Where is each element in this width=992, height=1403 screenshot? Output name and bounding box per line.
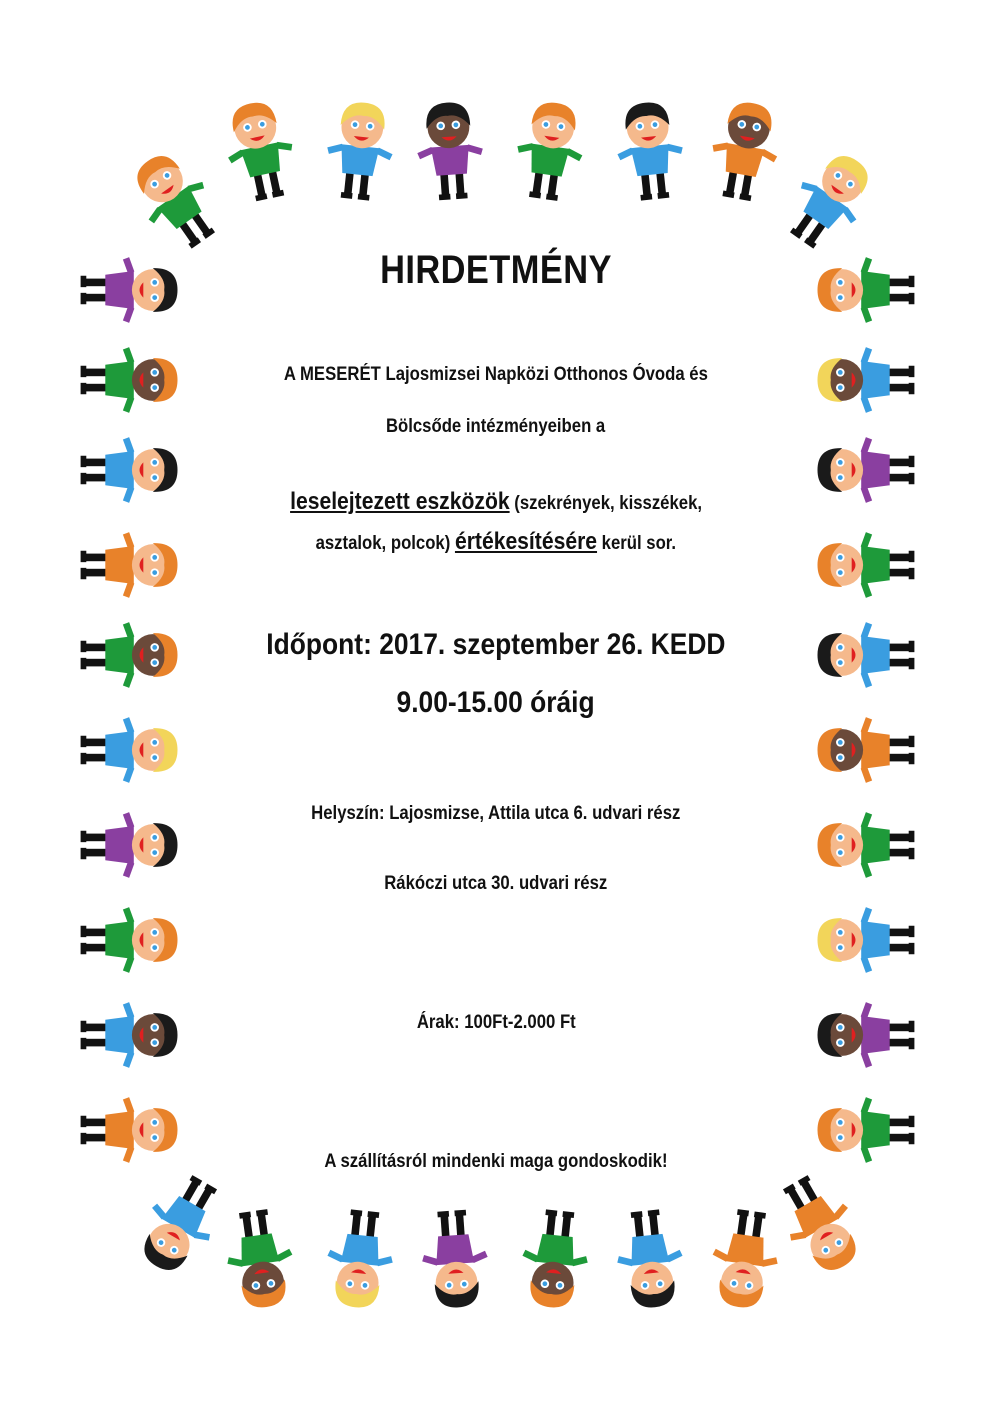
sale-emphasis: értékesítésére: [455, 528, 598, 555]
transport-line: A szállításról mindenki maga gondoskodik!: [324, 1151, 668, 1172]
child-figure-icon: [775, 142, 884, 259]
child-figure-icon: [419, 1208, 491, 1309]
child-figure-icon: [121, 142, 230, 259]
location-line-2: Rákóczi utca 30. udvari rész: [384, 873, 608, 894]
items-emphasis: leselejtezett eszközök: [290, 488, 510, 515]
child-figure-icon: [81, 907, 178, 973]
child-figure-icon: [612, 99, 687, 202]
items-line-1: leselejtezett eszközök (szekrények, kisszékek,: [290, 488, 702, 515]
intro-line-1: A MESERÉT Lajosmizsei Napközi Otthonos Óvoda és: [284, 364, 708, 385]
child-figure-icon: [704, 98, 785, 205]
child-figure-icon: [706, 1207, 784, 1312]
hours-line: 9.00-15.00 óráig: [396, 686, 596, 719]
child-figure-icon: [128, 1166, 233, 1283]
child-figure-icon: [612, 1207, 687, 1310]
child-figure-icon: [767, 1166, 872, 1283]
prices-line: Árak: 100Ft-2.000 Ft: [416, 1012, 576, 1033]
child-figure-icon: [818, 717, 915, 783]
child-figure-icon: [414, 100, 486, 201]
child-figure-icon: [322, 99, 397, 202]
date-line: Időpont: 2017. szeptember 26. KEDD: [266, 628, 726, 661]
child-figure-icon: [218, 97, 302, 205]
child-figure-icon: [81, 717, 178, 783]
items-line-2: asztalok, polcok) értékesítésére kerül sor.: [315, 528, 677, 555]
location-line-1: Helyszín: Lajosmizse, Attila utca 6. udvari rész: [311, 803, 681, 824]
child-figure-icon: [511, 98, 589, 203]
child-figure-icon: [818, 907, 915, 973]
child-figure-icon: [322, 1207, 397, 1310]
intro-line-2: Bölcsőde intézményeiben a: [386, 416, 606, 437]
child-figure-icon: [517, 1207, 592, 1310]
child-figure-icon: [221, 1207, 299, 1312]
notice-title: HIRDETMÉNY: [380, 248, 612, 292]
